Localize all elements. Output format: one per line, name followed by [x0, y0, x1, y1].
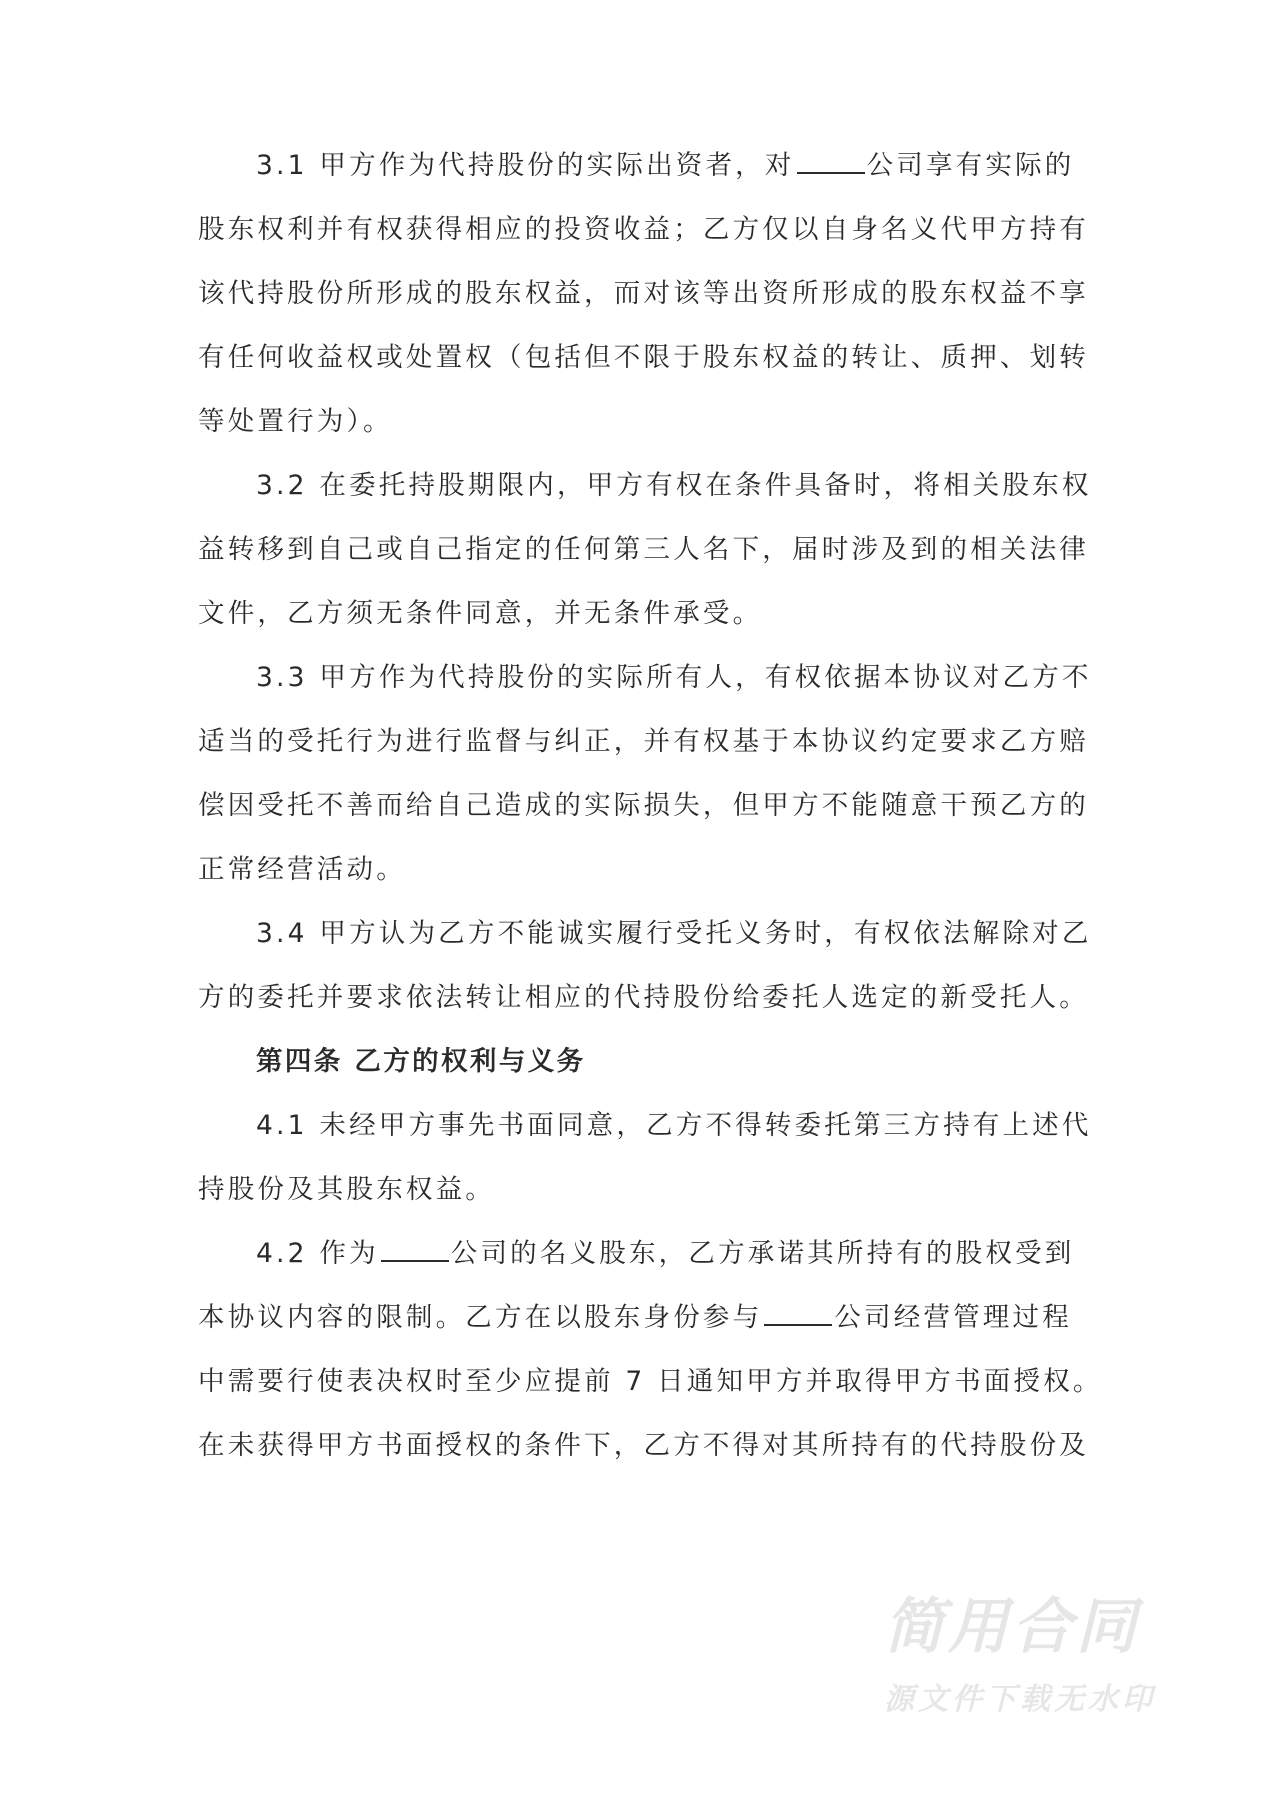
document-page	[198, 146, 1103, 1490]
clause-3-2-line-2: 益转移到自己或自己指定的任何第三人名下，届时涉及到的相关法律	[198, 534, 1089, 565]
clause-3-2-line-1: 3.2 在委托持股期限内，甲方有权在条件具备时，将相关股东权	[256, 470, 1092, 501]
clause-3-1-line-1	[198, 146, 1090, 210]
section-heading-article-4: 第四条 乙方的权利与义务	[256, 1046, 586, 1077]
clause-3-3-line-4: 正常经营活动。	[198, 854, 406, 885]
text: 3.1 甲方作为代持股份的实际出资者，对	[256, 150, 795, 181]
clause-3-1-line-4: 有任何收益权或处置权（包括但不限于股东权益的转让、质押、划转	[198, 342, 1089, 373]
clause-3-1-line-3: 该代持股份所形成的股东权益，而对该等出资所形成的股东权益不享	[198, 278, 1089, 309]
clause-4-2-line-4: 在未获得甲方书面授权的条件下，乙方不得对其所持有的代持股份及	[198, 1430, 1089, 1461]
clause-4-2-line-3: 中需要行使表决权时至少应提前 7 日通知甲方并取得甲方书面授权。	[198, 1366, 1103, 1397]
clause-4-1-line-1: 4.1 未经甲方事先书面同意，乙方不得转委托第三方持有上述代	[256, 1110, 1092, 1141]
watermark-title: 简用合同	[884, 1592, 1140, 1662]
text: 公司经营管理过程	[834, 1302, 1072, 1333]
clause-3-2-line-3: 文件，乙方须无条件同意，并无条件承受。	[198, 598, 763, 629]
watermark	[884, 1592, 1184, 1720]
fill-in-blank	[797, 146, 865, 174]
clause-4-2-line-1	[198, 1234, 1090, 1298]
clause-3-1-line-5: 等处置行为）。	[198, 406, 393, 437]
text: 公司的名义股东，乙方承诺其所持有的股权受到	[450, 1238, 1075, 1269]
clause-3-1-line-2: 股东权利并有权获得相应的投资收益；乙方仅以自身名义代甲方持有	[198, 214, 1089, 245]
clause-4-2-line-2	[198, 1298, 1090, 1362]
watermark-subtitle: 源文件下载无水印	[884, 1682, 1156, 1717]
text: 公司享有实际的	[866, 150, 1075, 181]
text: 本协议内容的限制。乙方在以股东身份参与	[198, 1302, 763, 1333]
fill-in-blank	[381, 1234, 449, 1262]
clause-4-1-line-2: 持股份及其股东权益。	[198, 1174, 495, 1205]
clause-3-3-line-2: 适当的受托行为进行监督与纠正，并有权基于本协议约定要求乙方赔	[198, 726, 1089, 757]
fill-in-blank	[764, 1298, 832, 1326]
text: 4.2 作为	[256, 1238, 379, 1269]
clause-3-4-line-2: 方的委托并要求依法转让相应的代持股份给委托人选定的新受托人。	[198, 982, 1089, 1013]
clause-3-4-line-1: 3.4 甲方认为乙方不能诚实履行受托义务时，有权依法解除对乙	[256, 918, 1092, 949]
clause-3-3-line-3: 偿因受托不善而给自己造成的实际损失，但甲方不能随意干预乙方的	[198, 790, 1089, 821]
clause-3-3-line-1: 3.3 甲方作为代持股份的实际所有人，有权依据本协议对乙方不	[256, 662, 1092, 693]
